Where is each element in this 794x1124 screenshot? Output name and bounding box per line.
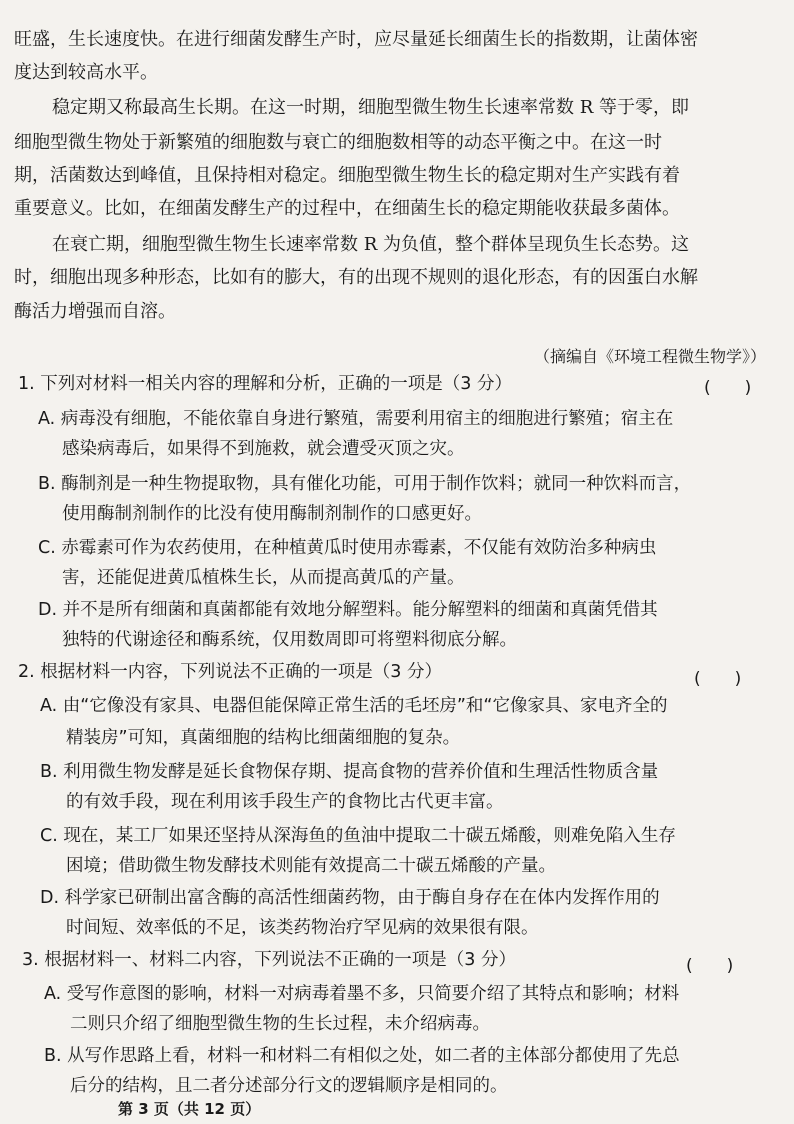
option-line: 后分的结构，且二者分述部分行文的逻辑顺序是相同的。	[70, 1076, 508, 1096]
option-line: 感染病毒后，如果得不到施救，就会遭受灭顶之灾。	[62, 439, 465, 459]
passage-line: 度达到较高水平。	[14, 62, 158, 83]
answer-blank: ( )	[686, 956, 734, 976]
option-line: B. 从写作思路上看，材料一和材料二有相似之处，如二者的主体部分都使用了先总	[44, 1046, 680, 1066]
answer-blank: ( )	[704, 378, 752, 398]
option-line: A. 由“它像没有家具、电器但能保障正常生活的毛坯房”和“它像家具、家电齐全的	[40, 696, 668, 716]
page-number: 第 3 页（共 12 页）	[118, 1100, 261, 1118]
option-line: C. 现在，某工厂如果还坚持从深海鱼的鱼油中提取二十碳五烯酸，则难免陷入生存	[40, 826, 676, 846]
option-line: B. 酶制剂是一种生物提取物，具有催化功能，可用于制作饮料；就同一种饮料而言，	[38, 474, 692, 494]
option-line: 使用酶制剂制作的比没有使用酶制剂制作的口感更好。	[62, 504, 482, 524]
passage-line: 稳定期又称最高生长期。在这一时期，细胞型微生物生长速率常数 R 等于零，即	[52, 97, 689, 118]
option-line: D. 并不是所有细菌和真菌都能有效地分解塑料。能分解塑料的细菌和真菌凭借其	[38, 600, 658, 620]
passage-line: 重要意义。比如，在细菌发酵生产的过程中，在细菌生长的稳定期能收获最多菌体。	[14, 198, 680, 219]
answer-blank: ( )	[694, 669, 742, 689]
passage-line: 在衰亡期，细胞型微生物生长速率常数 R 为负值，整个群体呈现负生长态势。这	[52, 234, 689, 255]
option-line: 二则只介绍了细胞型微生物的生长过程，未介绍病毒。	[70, 1014, 490, 1034]
option-line: 的有效手段，现在利用该手段生产的食物比古代更丰富。	[66, 792, 504, 812]
passage-line: 酶活力增强而自溶。	[14, 301, 176, 322]
option-line: 困境；借助微生物发酵技术则能有效提高二十碳五烯酸的产量。	[66, 856, 556, 876]
option-line: 精装房”可知，真菌细胞的结构比细菌细胞的复杂。	[66, 728, 461, 748]
option-line: A. 病毒没有细胞，不能依靠自身进行繁殖，需要利用宿主的细胞进行繁殖；宿主在	[38, 409, 674, 429]
option-line: 独特的代谢途径和酶系统，仅用数周即可将塑料彻底分解。	[62, 630, 517, 650]
option-line: B. 利用微生物发酵是延长食物保存期、提高食物的营养价值和生理活性物质含量	[40, 762, 659, 782]
passage-line: 旺盛，生长速度快。在进行细菌发酵生产时，应尽量延长细菌生长的指数期，让菌体密	[14, 29, 698, 50]
passage-line: 时，细胞出现多种形态，比如有的膨大，有的出现不规则的退化形态，有的因蛋白水解	[14, 267, 698, 288]
option-line: 时间短、效率低的不足，该类药物治疗罕见病的效果很有限。	[66, 918, 539, 938]
option-line: 害，还能促进黄瓜植株生长，从而提高黄瓜的产量。	[62, 568, 465, 588]
option-line: A. 受写作意图的影响，材料一对病毒着墨不多，只简要介绍了其特点和影响；材料	[44, 984, 680, 1004]
passage-line: 细胞型微生物处于新繁殖的细胞数与衰亡的细胞数相等的动态平衡之中。在这一时	[14, 132, 662, 153]
passage-line: 期，活菌数达到峰值，且保持相对稳定。细胞型微生物生长的稳定期对生产实践有着	[14, 165, 680, 186]
question-stem: 2. 根据材料一内容，下列说法不正确的一项是（3 分）	[18, 662, 442, 682]
option-line: C. 赤霉素可作为农药使用，在种植黄瓜时使用赤霉素，不仅能有效防治多种病虫	[38, 538, 657, 558]
question-stem: 1. 下列对材料一相关内容的理解和分析，正确的一项是（3 分）	[18, 374, 512, 394]
option-line: D. 科学家已研制出富含酶的高活性细菌药物，由于酶自身存在在体内发挥作用的	[40, 888, 660, 908]
passage-source: （摘编自《环境工程微生物学》）	[533, 347, 766, 366]
question-stem: 3. 根据材料一、材料二内容，下列说法不正确的一项是（3 分）	[22, 950, 516, 970]
